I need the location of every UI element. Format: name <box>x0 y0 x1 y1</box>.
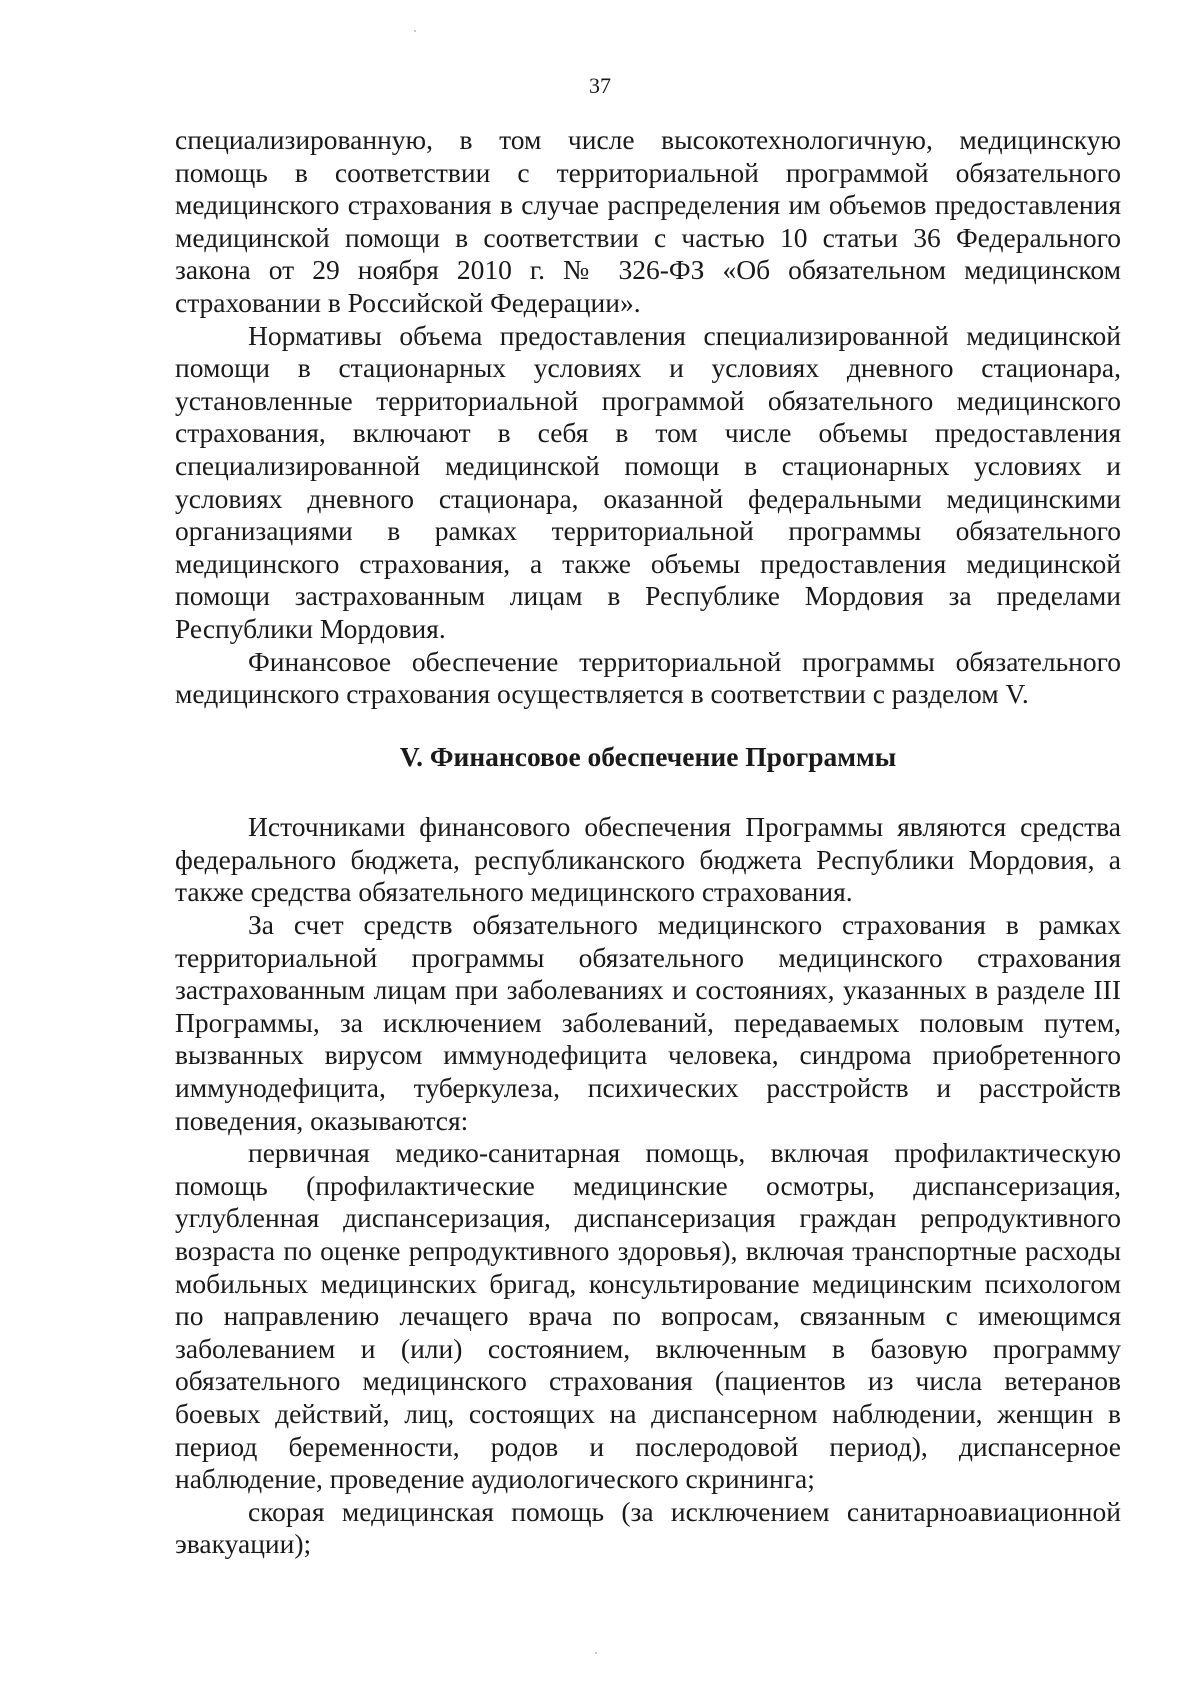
paragraph-volume-standards: Нормативы объема предоставления специализированной медицинской помощи в стационарных условиях и условиях дневного стационара, установленные территориальной программой обязательного медицинского страхования, включают в себя в том числе объемы предоставления специализированной медицинской помощи в стационарных условиях и условиях дневного стационара, оказанной федеральными медицинскими организациями в рамках территориальной программы обязательного медицинского страхования, а также объемы предоставления медицинской помощи застрахованным лицам в Республике Мордовия за пределами Республики Мордовия. <box>175 319 1121 644</box>
paragraph-financing-reference: Финансовое обеспечение территориальной программы обязательного медицинского страхования осуществляется в соответствии с разделом V. <box>175 645 1121 710</box>
section-heading: V. Финансовое обеспечение Программы <box>399 740 897 772</box>
list-item-emergency-care: скорая медицинская помощь (за исключением санитарноавиационной эвакуации); <box>175 1495 1121 1560</box>
paragraph-oms-coverage: За счет средств обязательного медицинского страхования в рамках территориальной программы обязательного медицинского страхования застрахованным лицам при заболеваниях и состояниях, указанных в разделе III Программы, за исключением заболеваний, передаваемых половым путем, вызванных вирусом иммунодефицита человека, синдрома приобретенного иммунодефицита, туберкулеза, психических расстройств и расстройств поведения, оказываются: <box>175 909 1121 1136</box>
paragraph-continuation: специализированную, в том числе высокотехнологичную, медицинскую помощь в соответствии с территориальной программой обязательного медицинского страхования в случае распределения им объемов предоставления медицинской помощи в соответствии с частью 10 статьи 36 Федерального закона от 29 ноября 2010 г. № 326-ФЗ «Об обязательном медицинском страховании в Российской Федерации». <box>175 124 1121 318</box>
scan-speck <box>414 30 416 32</box>
page-number: 37 <box>589 73 611 98</box>
list-item-primary-care: первичная медико-санитарная помощь, включая профилактическую помощь (профилактические медицинские осмотры, диспансеризация, углубленная диспансеризация, диспансеризация граждан репродуктивного возраста по оценке репродуктивного здоровья), включая транспортные расходы мобильных медицинских бригад, консультирование медицинским психологом по направлению лечащего врача по вопросам, связанным с имеющимся заболеванием и (или) состоянием, включенным в базовую программу обязательного медицинского страхования (пациентов из числа ветеранов боевых действий, лиц, состоящих на диспансерном наблюдении, женщин в период беременности, родов и послеродовой период), диспансерное наблюдение, проведение аудиологического скрининга; <box>175 1137 1121 1495</box>
paragraph-financing-sources: Источниками финансового обеспечения Программы являются средства федерального бюджета, республиканского бюджета Республики Мордовия, а также средства обязательного медицинского страхования. <box>175 811 1121 908</box>
scan-speck <box>595 1652 597 1654</box>
document-body <box>175 124 1121 1561</box>
